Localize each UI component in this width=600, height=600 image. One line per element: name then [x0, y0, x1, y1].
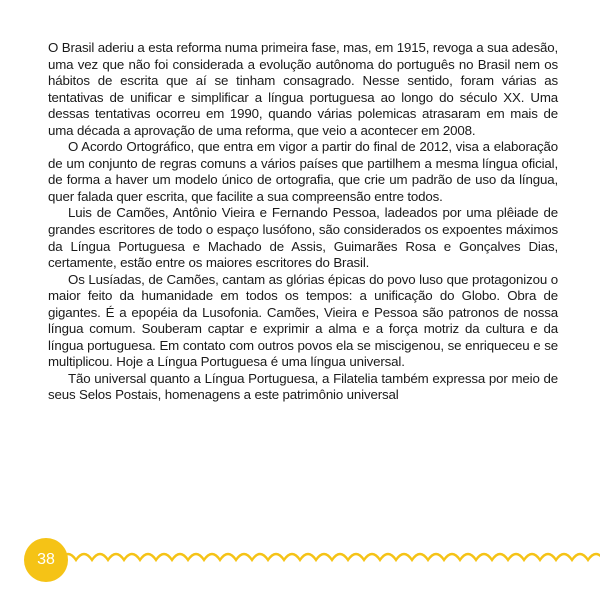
paragraph: Luis de Camões, Antônio Vieira e Fernando Pessoa, ladeados por uma plêiade de grandes escritores de todo o espaço lusófono, são considerados os expoentes máximos da Língua Portuguesa e Machado de Assis, Guimarães Rosa e Gonçalves Dias, certamente, estão entre os maiores escritores do Brasil.: [48, 205, 558, 271]
paragraph: Os Lusíadas, de Camões, cantam as glórias épicas do povo luso que protagonizou o maior feito da humanidade em todos os tempos: a unificação do Globo. Obra de gigantes. É a epopéia da Lusofonia. Camões, Vieira e Pessoa são patronos de nossa língua comum. Souberam captar e exprimir a alma e a força motriz da cultura e da língua portuguesa. Em contato com outros povos ela se miscigenou, se enriqueceu e se multiplicou. Hoje a Língua Portuguesa é uma língua universal.: [48, 271, 558, 370]
paragraph: O Brasil aderiu a esta reforma numa primeira fase, mas, em 1915, revoga a sua adesão, uma vez que não foi considerada a evolução autônoma do português no Brasil nem os hábitos de escrita que aí se tinham consagrado. Nesse sentido, foram várias as tentativas de unificar e simplificar a língua portuguesa ao longo do século XX. Uma dessas tentativas ocorreu em 1990, quando várias polemicas atrasaram em mais de uma década a aprovação de uma reforma, que veio a acontecer em 2008.: [48, 40, 558, 138]
page-number: 38: [37, 551, 55, 568]
paragraph: Tão universal quanto a Língua Portuguesa, a Filatelia também expressa por meio de seus Selos Postais, homenagens a este patrimônio universal: [48, 370, 558, 403]
body-text: [48, 40, 558, 404]
wavy-line-decoration: [60, 548, 600, 568]
paragraph: O Acordo Ortográfico, que entra em vigor a partir do final de 2012, visa a elaboração de um conjunto de regras comuns a vários países que partilhem a mesma língua oficial, de forma a haver um modelo único de ortografia, que crie um padrão de uso da língua, quer falada quer escrita, que facilite a sua compreensão entre todos.: [48, 139, 558, 204]
page-number-badge: [24, 538, 68, 582]
page-footer: [0, 530, 600, 590]
